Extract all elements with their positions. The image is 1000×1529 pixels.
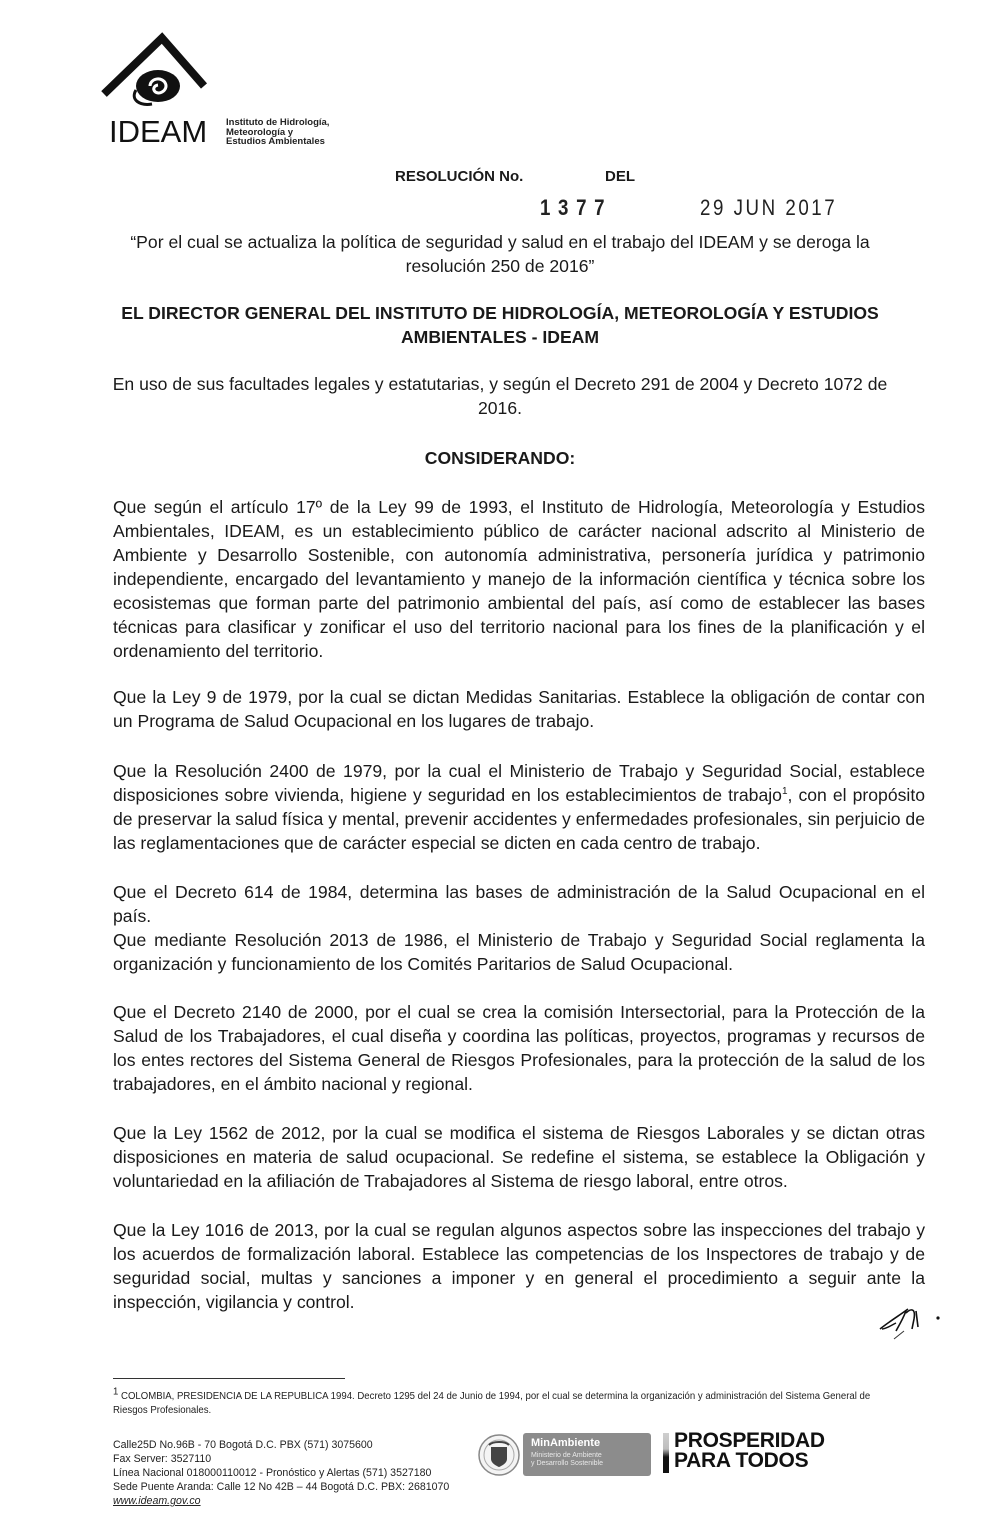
paragraph-text: , con el propósito de preservar la salud física y mental, prevenir accidentes y enfermedades profesionales, sin perjuicio de las reglamentaciones que de carácter especial se dicten en cada centro de trabajo. bbox=[113, 785, 925, 853]
footnote-number: 1 bbox=[113, 1386, 119, 1398]
considerando-paragraph: Que el Decreto 2140 de 2000, por el cual se crea la comisión Intersectorial, para la Protección de la Salud de los Trabajadores, el cual diseña y coordina las políticas, proyectos, programas y recursos de los entes rectores del Sistema General de Riesgos Profesionales, para la protección de la salud de los trabajadores, en el ámbito nacional y regional. bbox=[113, 1002, 925, 1094]
logo-subtitle-line: Meteorología y bbox=[226, 126, 294, 138]
considerando-paragraph: Que mediante Resolución 2013 de 1986, el Ministerio de Trabajo y Seguridad Social reglamenta la organización y funcionamiento de los Comités Paritarios de Salud Ocupacional. bbox=[113, 930, 925, 974]
footnote-text: COLOMBIA, PRESIDENCIA DE LA REPUBLICA 1994. Decreto 1295 del 24 de Junio de 1994, por el cual se determina la organización y administración del Sistema General de Riesgos Profesionales. bbox=[113, 1391, 871, 1416]
slogan-line: PARA TODOS bbox=[674, 1449, 809, 1472]
colombia-coat-of-arms-icon bbox=[477, 1433, 521, 1477]
resolution-del-label: DEL bbox=[605, 168, 635, 185]
logo-acronym: IDEAM bbox=[109, 114, 208, 149]
legal-authority: En uso de sus facultades legales y estatutarias, y según el Decreto 291 de 2004 y Decreto 1072 de 2016. bbox=[112, 374, 888, 418]
logo-subtitle-line: Estudios Ambientales bbox=[226, 136, 325, 147]
considerando-paragraph: Que la Ley 1562 de 2012, por la cual se modifica el sistema de Riesgos Laborales y se dictan otras disposiciones en materia de salud ocupacional. Se redefine el sistema, se establece la Obligación y voluntariedad en la afiliación de Trabajadores al Sistema de riesgo laboral, entre otros. bbox=[113, 1123, 925, 1191]
resolution-date-stamp: 29 JUN 2017 bbox=[700, 195, 838, 220]
footer-address bbox=[113, 1438, 449, 1508]
footnote bbox=[113, 1386, 895, 1418]
ideam-eye-roof-icon bbox=[100, 30, 230, 120]
slogan-line: PROSPERIDAD bbox=[674, 1429, 825, 1452]
paragraph-text: Que la Resolución 2400 de 1979, por la cual el Ministerio de Trabajo y Seguridad Social, establece disposiciones sobre vivienda, higiene y seguridad en los establecimientos de trabajo bbox=[113, 761, 925, 805]
minambiente-subtitle-line: Ministerio de Ambiente bbox=[531, 1452, 602, 1459]
considerando-paragraph bbox=[113, 759, 925, 855]
considerando-paragraph: Que la Ley 9 de 1979, por la cual se dictan Medidas Sanitarias. Establece la obligación de contar con un Programa de Salud Ocupacional en los lugares de trabajo. bbox=[113, 687, 925, 731]
resolution-number-stamp: 1377 bbox=[540, 195, 613, 220]
issuer-heading: EL DIRECTOR GENERAL DEL INSTITUTO DE HIDROLOGÍA, METEOROLOGÍA Y ESTUDIOS AMBIENTALES - IDEAM bbox=[121, 303, 879, 347]
prosperidad-flag-bar bbox=[663, 1433, 669, 1473]
considerando-heading: CONSIDERANDO: bbox=[424, 448, 576, 468]
minambiente-subtitle bbox=[531, 1452, 603, 1468]
minambiente-subtitle-line: y Desarrollo Sostenible bbox=[531, 1460, 603, 1467]
website-link[interactable]: www.ideam.gov.co bbox=[113, 1495, 201, 1507]
address-line: Sede Puente Aranda: Calle 12 No 42B – 44 Bogotá D.C. PBX: 2681070 bbox=[113, 1481, 450, 1493]
considerando-paragraph: Que según el artículo 17º de la Ley 99 de 1993, el Instituto de Hidrología, Meteorología y Estudios Ambientales, IDEAM, es un establecimiento público de carácter nacional adscrito al Ministerio de Ambiente y Desarrollo Sostenible, con autonomía administrativa, personería jurídica y patrimonio independiente, encargado del levantamiento y manejo de la información científica y técnica sobre los ecosistemas que forman parte del patrimonio ambiental del país, así como de establecer las bases técnicas para clasificar y zonificar el uso del territorio nacional para los fines de la planificación y el ordenamiento del territorio. bbox=[113, 497, 925, 661]
minambiente-title: MinAmbiente bbox=[531, 1437, 601, 1449]
signature-initials-icon bbox=[876, 1305, 946, 1345]
minambiente-logo bbox=[523, 1433, 651, 1476]
address-line: Calle25D No.96B - 70 Bogotá D.C. PBX (571) 3075600 bbox=[113, 1439, 373, 1451]
ideam-logo bbox=[100, 30, 330, 149]
logo-subtitle-line: Instituto de Hidrología, bbox=[226, 117, 330, 128]
resolution-title: “Por el cual se actualiza la política de seguridad y salud en el trabajo del IDEAM y se deroga la resolución 250 de 2016” bbox=[130, 232, 870, 276]
resolution-label: RESOLUCIÓN No. bbox=[395, 168, 524, 185]
prosperidad-slogan bbox=[674, 1431, 825, 1471]
considerando-paragraph: Que la Ley 1016 de 2013, por la cual se regulan algunos aspectos sobre las inspecciones del trabajo y los acuerdos de formalización laboral. Establece las competencias de los Inspectores de trabajo y de seguridad social, multas y sanciones a imponer y en general el procedimiento a seguir ante la inspección, vigilancia y control. bbox=[113, 1220, 925, 1312]
considerando-paragraph: Que el Decreto 614 de 1984, determina las bases de administración de la Salud Ocupacional en el país. bbox=[113, 882, 925, 926]
footnote-reference[interactable]: 1 bbox=[781, 786, 788, 798]
footnote-divider bbox=[113, 1378, 345, 1379]
address-line: Fax Server: 3527110 bbox=[113, 1453, 212, 1465]
logo-subtitle bbox=[226, 118, 329, 147]
address-line: Línea Nacional 018000110012 - Pronóstico y Alertas (571) 3527180 bbox=[113, 1467, 432, 1479]
